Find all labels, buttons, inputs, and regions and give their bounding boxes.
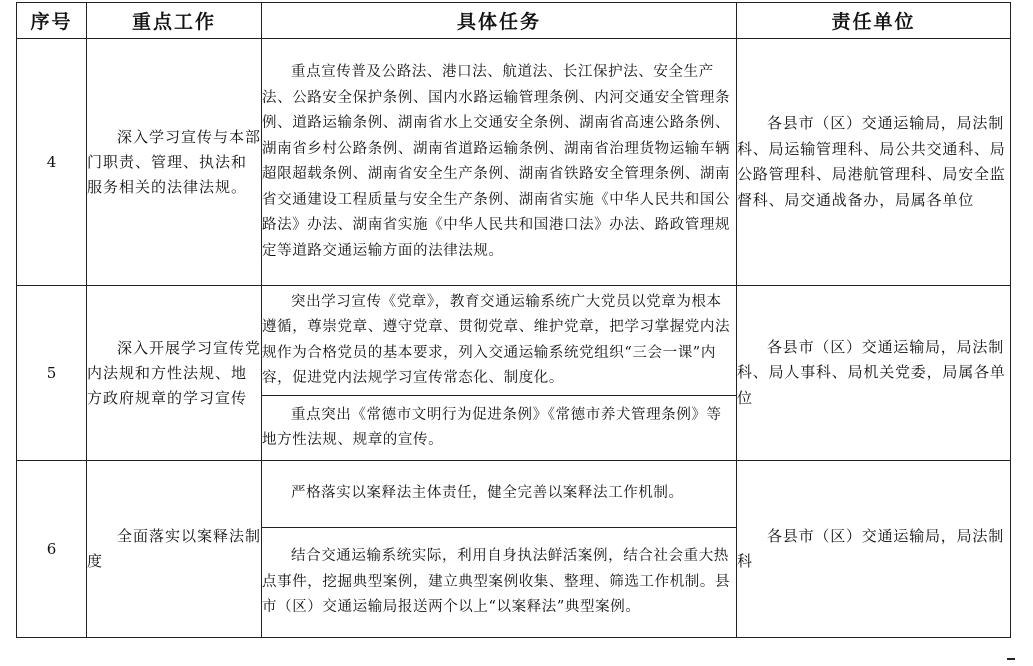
row-unit xyxy=(737,286,1011,461)
header-row xyxy=(17,3,1011,39)
row-task xyxy=(262,396,737,461)
page-mark xyxy=(1007,658,1015,660)
row-task xyxy=(262,39,737,286)
header-work: 重点工作 xyxy=(87,3,262,39)
row-task xyxy=(262,461,737,528)
row-work xyxy=(87,39,262,286)
row-task-text: 突出学习宣传《党章》，教育交通运输系统广大党员以党章为根本遵循，尊崇党章、遵守党章、贯彻党章、维护党章，把学习掌握党内法规作为合格党员的基本要求，列入交通运输系统党组织“三会一课”内容，促进党内法规学习宣传常态化、制度化。 xyxy=(262,293,731,386)
row-work xyxy=(87,286,262,461)
row-work xyxy=(87,461,262,638)
row-unit xyxy=(737,461,1011,638)
header-task: 具体任务 xyxy=(262,3,737,39)
row-task-text: 严格落实以案释法主体责任，健全完善以案释法工作机制。 xyxy=(291,485,684,502)
row-work-text: 深入学习宣传与本部门职责、管理、执法和服务相关的法律法规。 xyxy=(87,127,262,196)
task-table xyxy=(16,2,1011,638)
row-work-text: 全面落实以案释法制度 xyxy=(87,527,262,570)
row-task-text: 结合交通运输系统实际，利用自身执法鲜活案例，结合社会重大热点事件，挖掘典型案例，建立典型案例收集、整理、筛选工作机制。县市（区）交通运输局报送两个以上“以案释法”典型案例。 xyxy=(262,548,731,616)
row-unit-text: 各县市（区）交通运输局，局法制科 xyxy=(737,526,1005,570)
row-seq: 4 xyxy=(17,39,87,286)
row-unit-text: 各县市（区）交通运输局，局法制科、局运输管理科、局公共交通科、局公路管理科、局港航管理科、局安全监督科、局交通战备办，局属各单位 xyxy=(737,114,1006,209)
header-unit: 责任单位 xyxy=(737,3,1011,39)
table-row xyxy=(17,286,1011,396)
table-row xyxy=(17,461,1011,528)
row-task xyxy=(262,286,737,396)
header-seq: 序号 xyxy=(17,3,87,39)
row-unit xyxy=(737,39,1011,286)
row-task-text: 重点宣传普及公路法、港口法、航道法、长江保护法、安全生产法、公路安全保护条例、国内水路运输管理条例、内河交通安全管理条例、道路运输条例、湖南省水上交通安全条例、湖南省高速公路条例、湖南省乡村公路条例、湖南省道路运输条例、湖南省治理货物运输车辆超限超载条例、湖南省安全生产条例、湖南省铁路安全管理条例、湖南省交通建设工程质量与安全生产条例、湖南省实施《中华人民共和国公路法》办法、湖南省实施《中华人民共和国港口法》办法、路政管理规定等道路交通运输方面的法律法规。 xyxy=(262,64,731,259)
row-unit-text: 各县市（区）交通运输局，局法制科、局人事科、局机关党委，局属各单位 xyxy=(737,337,1006,407)
row-task-text: 重点突出《常德市文明行为促进条例》《常德市养犬管理条例》等地方性法规、规章的宣传。 xyxy=(262,406,722,448)
table-row xyxy=(17,39,1011,286)
row-seq: 6 xyxy=(17,461,87,638)
row-task xyxy=(262,528,737,638)
row-work-text: 深入开展学习宣传党内法规和方性法规、地方政府规章的学习宣传 xyxy=(87,338,262,407)
row-seq: 5 xyxy=(17,286,87,461)
